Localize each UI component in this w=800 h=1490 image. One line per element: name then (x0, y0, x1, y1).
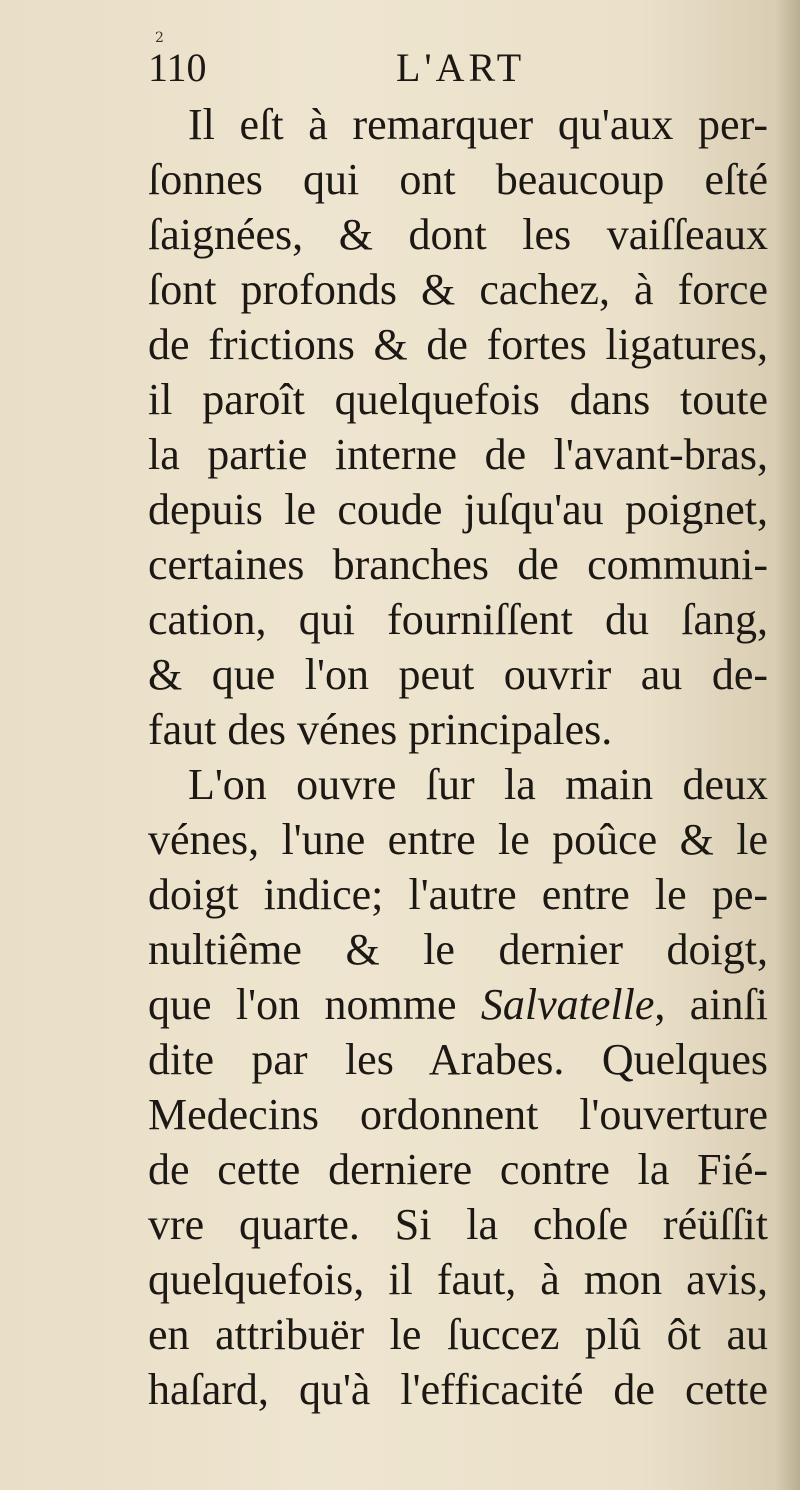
text-segment: , ainſi (654, 980, 768, 1029)
text-line: faut des vénes principales. (148, 705, 613, 754)
text-line: vénes, l'une entre le poûce & le (148, 815, 768, 864)
text-line: haſard, qu'à l'efficacité de cette (148, 1365, 768, 1414)
text-line: de frictions & de fortes ligatures, (148, 320, 768, 369)
text-line: L'on ouvre ſur la main deux (188, 760, 768, 809)
text-segment: que l'on nomme (148, 980, 481, 1029)
running-head: L'ART (396, 45, 526, 90)
text-line: en attribuër le ſuccez plû ôt au (148, 1310, 768, 1359)
text-line: vre quarte. Si la choſe réüſſit (148, 1200, 768, 1249)
text-line: depuis le coude juſqu'au poignet, (148, 485, 768, 534)
page-gutter-shadow (776, 0, 800, 1490)
text-line: dite par les Arabes. Quelques (148, 1035, 768, 1084)
text-line: ſont profonds & cachez, à force (148, 265, 768, 314)
italic-term-salvatelle: Salvatelle (480, 980, 655, 1029)
text-line: Il eſt à remarquer qu'aux per- (188, 100, 768, 149)
page-header (148, 46, 568, 90)
text-line: il paroît quelquefois dans toute (148, 375, 768, 424)
text-line: Medecins ordonnent l'ouverture (148, 1090, 768, 1139)
text-line: de cette derniere contre la Fié- (148, 1145, 768, 1194)
text-line: cation, qui fourniſſent du ſang, (148, 595, 768, 644)
text-line: & que l'on peut ouvrir au de- (148, 650, 768, 699)
text-line: doigt indice; l'autre entre le pe- (148, 870, 768, 919)
page-number: 110 (148, 45, 207, 90)
text-line: ſonnes qui ont beaucoup eſté (148, 155, 768, 204)
text-line: quelquefois, il faut, à mon avis, (148, 1255, 768, 1304)
text-line: la partie interne de l'avant-bras, (148, 430, 768, 479)
body-text (148, 97, 768, 1417)
text-line: ſaignées, & dont les vaiſſeaux (148, 210, 768, 259)
signature-mark: 2 (155, 30, 164, 46)
text-line: nultiême & le dernier doigt, (148, 925, 768, 974)
text-line: certaines branches de communi- (148, 540, 768, 589)
text-line-with-term (148, 977, 768, 1032)
